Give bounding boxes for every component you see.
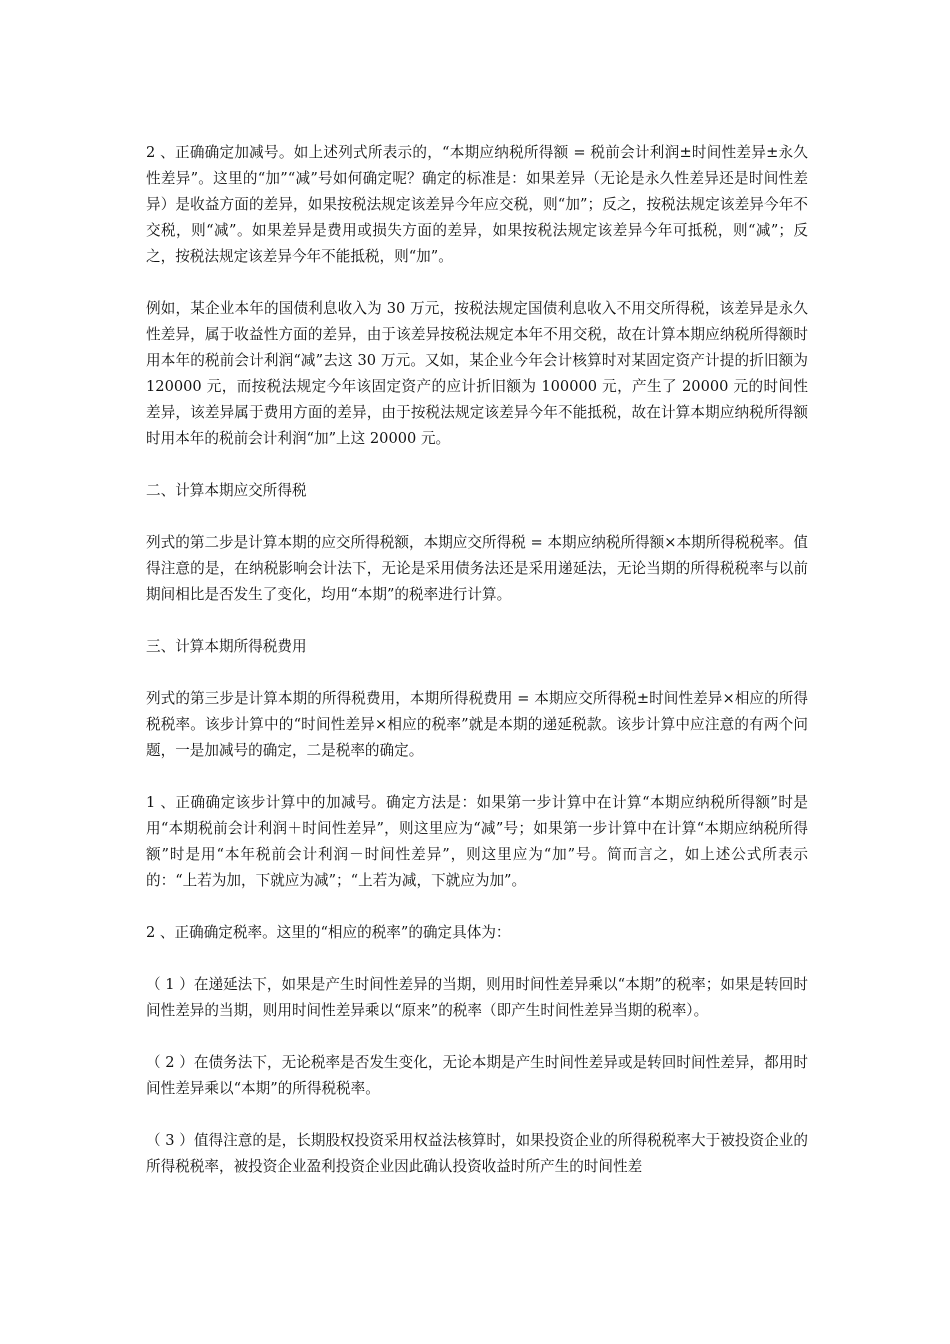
paragraph-step-three: 列式的第三步是计算本期的所得税费用，本期所得税费用 = 本期应交所得税±时间性差异×相应的所得税税率。该步计算中的“时间性差异×相应的税率”就是本期的递延税款。该步计算中应注意的有两个问题，一是加减号的确定，二是税率的确定。 [146,690,808,759]
section-heading-current-tax-payable: 二、计算本期应交所得税 [146,482,307,499]
paragraph-sign-rule: 2 、正确确定加减号。如上述列式所表示的，“本期应纳税所得额 = 税前会计利润±时间性差异±永久性差异”。这里的“加”“减”号如何确定呢？确定的标准是：如果差异（无论是永久性差异还是时间性差异）是收益方面的差异，如果按税法规定该差异今年应交税，则“加”；反之，按税法规定该差异今年不交税，则“减”。如果差异是费用或损失方面的差异，如果按税法规定该差异今年可抵税，则“减”；反之，按税法规定该差异今年不能抵税，则“加”。 [146,144,808,265]
paragraph-liability-method: （ 2 ）在债务法下，无论税率是否发生变化，无论本期是产生时间性差异或是转回时间性差异，都用时间性差异乘以“本期”的所得税税率。 [146,1054,808,1097]
document-body [146,140,808,1206]
paragraph-step-two: 列式的第二步是计算本期的应交所得税额，本期应交所得税 = 本期应纳税所得额×本期所得税税率。值得注意的是，在纳税影响会计法下，无论是采用债务法还是采用递延法，无论当期的所得税税率与以前期间相比是否发生了变化，均用“本期”的税率进行计算。 [146,534,808,603]
paragraph-rate-determination: 2 、正确确定税率。这里的“相应的税率”的确定具体为： [146,924,511,941]
paragraph-sign-determination: 1 、正确确定该步计算中的加减号。确定方法是：如果第一步计算中在计算“本期应纳税所得额”时是用“本期税前会计利润＋时间性差异”，则这里应为“减”号；如果第一步计算中在计算“本期应纳税所得额”时是用“本年税前会计利润－时间性差异”，则这里应为“加”号。简而言之，如上述公式所表示的：“上若为加，下就应为减”；“上若为减，下就应为加”。 [146,794,808,889]
section-heading-income-tax-expense: 三、计算本期所得税费用 [146,638,307,655]
paragraph-equity-method-note: （ 3 ）值得注意的是，长期股权投资采用权益法核算时，如果投资企业的所得税税率大于被投资企业的所得税税率，被投资企业盈利投资企业因此确认投资收益时所产生的时间性差 [146,1132,808,1175]
paragraph-example: 例如，某企业本年的国债利息收入为 30 万元，按税法规定国债利息收入不用交所得税，该差异是永久性差异，属于收益性方面的差异，由于该差异按税法规定本年不用交税，故在计算本期应纳税所得额时用本年的税前会计利润“减”去这 30 万元。又如，某企业今年会计核算时对某固定资产计提的折旧额为 120000 元，而按税法规定今年该固定资产的应计折旧额为 100000 元，产生了 20000 元的时间性差异，该差异属于费用方面的差异，由于按税法规定该差异今年不能抵税，故在计算本期应纳税所得额时用本年的税前会计利润“加”上这 20000 元。 [146,300,808,447]
paragraph-deferral-method: （ 1 ）在递延法下，如果是产生时间性差异的当期，则用时间性差异乘以“本期”的税率；如果是转回时间性差异的当期，则用时间性差异乘以“原来”的税率（即产生时间性差异当期的税率）。 [146,976,808,1019]
